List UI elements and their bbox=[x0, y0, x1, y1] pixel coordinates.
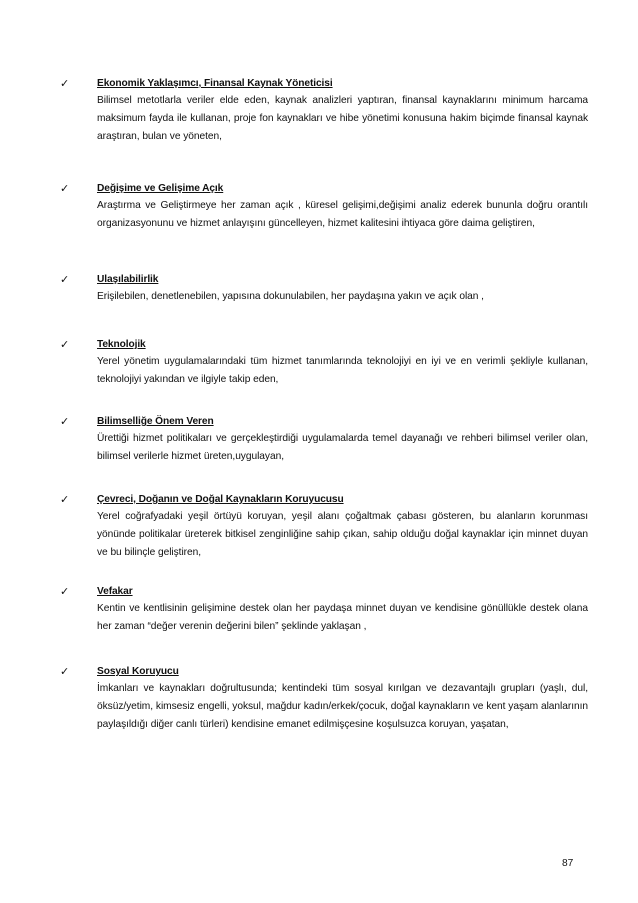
checkmark-icon: ✓ bbox=[60, 415, 70, 428]
checkmark-icon: ✓ bbox=[60, 585, 70, 598]
item-body: Erişilebilen, denetlenebilen, yapısına dokunulabilen, her paydaşına yakın ve açık olan , bbox=[97, 291, 484, 302]
page-number: 87 bbox=[562, 858, 574, 869]
item-title: Çevreci, Doğanın ve Doğal Kaynakların Koruyucusu bbox=[97, 494, 344, 505]
item-title: Vefakar bbox=[97, 586, 133, 597]
item-body: Araştırma ve Geliştirmeye her zaman açık , küresel gelişimi,değişimi analiz ederek bununla doğru orantılı organizasyonunu ve hizmet anlayışını güncelleyen, hizmet kalitesini ihtiyaca göre daima geliştiren, bbox=[97, 200, 588, 229]
item-body: İmkanları ve kaynakları doğrultusunda; kentindeki tüm sosyal kırılgan ve dezavantajlı grupları (yaşlı, dul, öksüz/yetim, kimsesiz engelli, yoksul, mağdur kadın/erkek/çocuk, doğal kaynakların ve kent yaşam alanlarının paylaşıldığı diğer canlı türleri) kendisine emanet edilmişçesine koşulsuzca koruyan, yaşatan, bbox=[97, 683, 588, 730]
item-title: Ekonomik Yaklaşımcı, Finansal Kaynak Yöneticisi bbox=[97, 78, 333, 89]
item-body: Bilimsel metotlarla veriler elde eden, kaynak analizleri yaptıran, finansal kaynaklarını minimum harcama maksimum fayda ile kullanan, proje fon kaynakları ve hibe yönetimi konusuna hakim biçimde finansal kaynak araştıran, bulan ve yöneten, bbox=[97, 95, 588, 142]
item-title: Ulaşılabilirlik bbox=[97, 274, 159, 285]
item-title: Sosyal Koruyucu bbox=[97, 666, 179, 677]
item-body: Yerel yönetim uygulamalarındaki tüm hizmet tanımlarında teknolojiyi en iyi ve en verimli şekliyle kullanan, teknolojiyi yakından ve ilgiyle takip eden, bbox=[97, 356, 588, 385]
checkmark-icon: ✓ bbox=[60, 273, 70, 286]
item-body: Yerel coğrafyadaki yeşil örtüyü koruyan, yeşil alanı çoğaltmak çabası gösteren, bu alanların korunması yönünde politikalar üreterek bitkisel zenginliğine sahip çıkan, sahip olduğu doğal kaynaklar için minnet duyan ve bu bilinçle geliştiren, bbox=[97, 511, 588, 558]
checkmark-icon: ✓ bbox=[60, 182, 70, 195]
item-title: Bilimselliğe Önem Veren bbox=[97, 416, 214, 427]
item-body: Kentin ve kentlisinin gelişimine destek olan her paydaşa minnet duyan ve kendisine gönüllükle destek olana her zaman “değer verenin değerini bilen” şeklinde yaklaşan , bbox=[97, 603, 588, 632]
item-title: Değişime ve Gelişime Açık bbox=[97, 183, 224, 194]
item-title: Teknolojik bbox=[97, 339, 146, 350]
checkmark-icon: ✓ bbox=[60, 77, 70, 90]
checkmark-icon: ✓ bbox=[60, 665, 70, 678]
checkmark-icon: ✓ bbox=[60, 338, 70, 351]
checkmark-icon: ✓ bbox=[60, 493, 70, 506]
item-body: Ürettiği hizmet politikaları ve gerçekleştirdiği uygulamalarda temel dayanağı ve rehberi bilimsel veriler olan, bilimsel verilerle hizmet üreten,uygulayan, bbox=[97, 433, 588, 462]
